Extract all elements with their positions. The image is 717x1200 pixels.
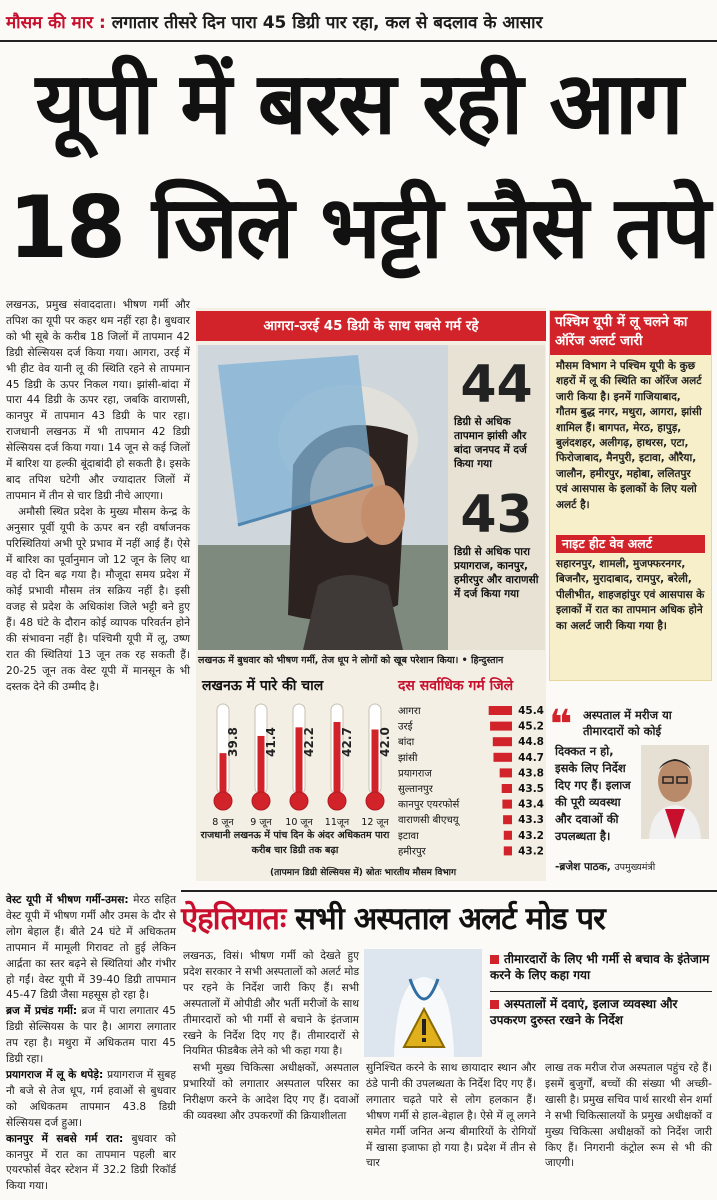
left-section-2-body: ब्रज में पारा लगातार 45 डिग्री सेल्सियस के पार है। आगरा लगातार तप रहा है। मथुरा में अधिकतम पारा 45 डिग्री रहा। <box>6 1005 177 1066</box>
thermometer-value-label: 42.0 <box>378 727 392 757</box>
night-heatwave-body: सहारनपुर, शामली, मुजफ्फरनगर, बिजनौर, मुरादाबाद, रामपुर, बरेली, पीलीभीत, शाहजहांपुर एवं आसपास के इलाकों में रात का तापमान अधिक होने का अलर्ट जारी किया गया है। <box>556 558 705 632</box>
photo-caption: लखनऊ में बुधवार को भीषण गर्मी, तेज धूप ने लोगों को खूब परेशान किया। • हिन्दुस्तान <box>198 655 504 666</box>
doctor-warning-icon <box>364 949 482 1057</box>
stat-2-value: 43 <box>460 485 533 545</box>
section-2-bullet-2 <box>490 996 712 1032</box>
district-bar <box>502 784 512 793</box>
left-section-1-head: वेस्ट यूपी में भीषण गर्मी-उमस: <box>6 894 129 906</box>
thermometer-value-label: 41.4 <box>264 727 278 757</box>
district-bar <box>504 846 512 855</box>
kicker-label: मौसम की मार : <box>6 13 106 33</box>
district-value-label: 43.3 <box>518 814 544 827</box>
stat-1-value: 44 <box>460 355 533 415</box>
minister-portrait <box>641 745 709 839</box>
stats-panel <box>448 345 545 650</box>
minister-portrait-icon <box>641 745 709 839</box>
section-2-headline-red: ऐहतियातः <box>181 901 286 937</box>
headline-line-1: यूपी में बरस रही आग <box>35 54 682 154</box>
left-section-3-head: प्रयागराज में लू के थपेड़े: <box>6 1068 104 1081</box>
section-2-col-2: सुनिश्चित करने के साथ छायादार स्थान और ठंडे पानी की उपलब्धता के निर्देश दिए गए हैं। लगातार चढ़ते पारे से लोग हलकान हैं। भीषण गर्मी से हाल-बेहाल है। ऐसे में लू लगने समेत गर्मी जनित अन्य बीमारियों के रोगियों में खासा इजाफा हो गया है। प्रदेश में तीन से चार <box>366 1062 536 1170</box>
district-bar <box>503 815 512 824</box>
section-rule <box>181 890 717 892</box>
left-para-1 <box>6 298 190 505</box>
district-name-label: उरई <box>398 721 413 733</box>
district-value-label: 45.2 <box>518 720 544 733</box>
left-section-1 <box>6 893 176 1004</box>
section-2-col-1: लखनऊ, विसं। भीषण गर्मी को देखते हुए प्रदेश सरकार ने सभी अस्पतालों को अलर्ट मोड पर रहने के निर्देश जारी किए हैं। सभी अस्पतालों में ओपीडी और भर्ती मरीजों के साथ तीमारदारों को भी गर्मी से बचाने के इंतजाम रखने के निर्देश दिए गए हैं। तीमारदारों से नियमित फीडबैक लेने को भी कहा गया है। <box>183 950 359 1058</box>
thermometer-category-label: 8 जून <box>212 817 234 828</box>
district-name-label: बांदा <box>398 737 415 749</box>
minister-quote <box>549 702 712 881</box>
district-name-label: प्रयागराज <box>398 768 432 780</box>
district-value-label: 43.4 <box>518 798 544 811</box>
district-name-label: आगरा <box>398 706 421 717</box>
district-name-label: झांसी <box>398 752 418 764</box>
chart-lucknow-thermometers <box>196 698 392 828</box>
district-value-label: 45.4 <box>518 705 544 717</box>
section-2-bullet-1-text: तीमारदारों के लिए भी गर्मी से बचाव के इंतेजाम करने के लिए कहा गया <box>490 952 710 982</box>
left-section-4-body: बुधवार को कानपुर में रात का तापमान पहली बार एयरफोर्स वेदर स्टेशन में 32.2 डिग्री रिकॉर्ड किया गया। <box>6 1132 176 1193</box>
quote-mark-icon: ❝ <box>549 702 573 748</box>
district-bar <box>493 737 512 746</box>
left-section-3 <box>6 1068 176 1132</box>
right-panel-title: पश्चिम यूपी में लू चलने का ऑरेंज अलर्ट जारी <box>550 311 711 355</box>
thermometer-category-label: 10 जून <box>285 817 313 828</box>
district-name-label: इटावा <box>398 830 419 842</box>
left-section-4 <box>6 1132 176 1196</box>
district-name-label: सुल्तानपुर <box>398 784 433 795</box>
right-alert-panel <box>549 310 712 681</box>
quote-attribution <box>555 857 712 877</box>
left-section-1-body: मेरठ सहित वेस्ट यूपी में भीषण गर्मी और उमस के दौर से लोग बेहाल हैं। बीते 24 घंटे में अधिकतम तापमान में मामूली गिरावट तो हुई लेकिन आर्द्रता का स्तर बढ़ने से स्थितियां और गंभीर हो गईं। वेस्ट यूपी में 39-40 डिग्री तापमान 45-47 डिग्री जैसा महसूस हो रहा है। <box>6 894 176 1002</box>
section-2-bullet-1 <box>490 951 712 987</box>
left-para-1-text: लखनऊ, प्रमुख संवाददाता। भीषण गर्मी और तपिश का यूपी पर कहर थम नहीं रहा है। बुधवार को भी सूबे के करीब 18 जिलों में तापमान 42 डिग्री सेल्सियस दर्ज किया गया। आगरा, उरई में भी हीट वेव यानी लू की स्थिति रहने से तापमान 45 डिग्री के ऊपर निकल गया। झांसी-बांदा में पारा 44 डिग्री के ऊपर रहा, जबकि वाराणसी, कानपुर में तापमान 43 डिग्री के पार रहा। राजधानी लखनऊ में भी तापमान 42 डिग्री सेल्सियस दर्ज किया गया। 14 जून से कई जिलों में बारिश या हल्की बूंदाबांदी हो सकती है। इसके बाद तपिश घटेगी और ज्यादातर जिलों में तापमान में तीन से चार डिग्री नीचे आएगा। <box>6 299 190 502</box>
left-para-2: अमौसी स्थित प्रदेश के मुख्य मौसम केन्द्र के अनुसार पूर्वी यूपी के ऊपर बन रही वर्षाजनक परिस्थितियां अभी पूरे प्रभाव में नहीं आई हैं। ऐसे में बारिश का पूर्वानुमान जो 12 जून के लिए था वह दो दिन बढ़ गया है। मौजूदा समय प्रदेश में कोई प्रभावी मौसम तंत्र सक्रिय नहीं है। इसी वजह से प्रदेश के अधिकांश जिले भट्टी बने हुए हैं। 48 घंटे के दौरान कोई व्यापक परिवर्तन होने की संभावना नहीं है। पश्चिमी यूपी में लू, उष्ण रात की स्थितियां 13 जून तक रह सकती हैं। 20-25 जून तक वेस्ट यूपी में मानसून के भी दस्तक देने की उम्मीद है। <box>6 505 190 693</box>
top-rule <box>0 40 717 42</box>
hospital-illustration <box>364 949 482 1057</box>
stat-1-caption: डिग्री से अधिक तापमान झांसी और बांदा जनपद में दर्ज किया गया <box>454 416 527 470</box>
left-section-2-head: ब्रज में प्रचंड गर्मी: <box>6 1005 78 1018</box>
left-section-4-head: कानपुर में सबसे गर्म रात: <box>6 1132 124 1145</box>
left-column <box>6 298 190 891</box>
right-panel-body: मौसम विभाग ने पश्चिम यूपी के कुछ शहरों में लू की स्थिति का ऑरेंज अलर्ट जारी किया है। इनमें गाजियाबाद, गौतम बुद्ध नगर, मथुरा, आगरा, झांसी शामिल हैं। बागपत, मेरठ, हापुड़, बुलंदशहर, अलीगढ़, हाथरस, एटा, फिरोजाबाद, मैनपुरी, इटावा, औरैया, जालौन, हमीरपुर, महोबा, ललितपुर एवं आसपास के इलाकों के लिए यलो अलर्ट है। <box>556 360 702 511</box>
thermometer-bulb <box>252 792 270 810</box>
kicker-text: लगातार तीसरे दिन पारा 45 डिग्री पार रहा, कल से बदलाव के आसार <box>111 13 543 33</box>
district-bar <box>502 800 512 809</box>
district-value-label: 43.5 <box>518 783 544 795</box>
quote-author: -ब्रजेश पाठक, <box>555 861 611 873</box>
section-2-headline <box>181 895 717 943</box>
district-bar <box>504 831 512 840</box>
news-photo <box>198 345 448 650</box>
bullet-divider <box>490 991 712 992</box>
thermometer-mercury <box>220 753 227 798</box>
district-value-label: 43.2 <box>518 829 544 842</box>
thermometer-value-label: 42.2 <box>302 727 316 757</box>
bullet-square-icon <box>490 1000 499 1009</box>
thermometer-value-label: 39.8 <box>226 727 240 757</box>
chart-source-note: (तापमान डिग्री सेल्सियस में) स्रोतः भारतीय मौसम विभाग <box>270 868 457 878</box>
thermometer-category-label: 9 जून <box>250 817 272 828</box>
section-2-headline-black: सभी अस्पताल अलर्ट मोड पर <box>295 901 605 937</box>
quote-text-1: अस्पताल में मरीज या तीमारदारों को कोई <box>583 708 672 738</box>
district-value-label: 44.7 <box>518 751 544 764</box>
thermometer-value-label: 42.7 <box>340 727 354 757</box>
quote-role: उपमुख्यमंत्री <box>614 862 656 873</box>
bullet-square-icon <box>490 955 499 964</box>
woman-shielding-sun-illustration <box>198 345 448 650</box>
section-2-col-1b: सभी मुख्य चिकित्सा अधीक्षकों, अस्पताल प्रभारियों को लगातार अस्पताल परिसर का निरीक्षण करने के आदेश दिए गए हैं। दवाओं की व्यवस्था और उपकरणों की क्रियाशीलता <box>183 1062 359 1122</box>
thermometer-bulb <box>290 792 308 810</box>
section-2-bullet-2-text: अस्पतालों में दवाएं, इलाज व्यवस्था और उपकरण दुरुस्त रखने के निर्देश <box>490 997 678 1027</box>
section-2-col-3: लाख तक मरीज रोज अस्पताल पहुंच रहे हैं। इसमें बुजुर्गों, बच्चों की संख्या भी अच्छी-खासी है। प्रमुख सचिव पार्थ सारथी सेन शर्मा ने सभी चिकित्सालयों के प्रमुख अधीक्षकों व मुख्य चिकित्सा अधीक्षकों को निर्देश जारी किए हैं। निगरानी कंट्रोल रूम से भी की जाएगी। <box>545 1062 712 1170</box>
stat-2-caption: डिग्री से अधिक पारा प्रयागराज, कानपुर, हमीरपुर और वाराणसी में दर्ज किया गया <box>454 546 539 600</box>
thermometer-category-label: 11जून <box>324 817 350 828</box>
district-name-label: वाराणसी बीएचयू <box>398 815 459 827</box>
thermometer-category-label: 12 जून <box>361 817 389 828</box>
kicker-line <box>6 8 711 38</box>
thermometer-bulb <box>214 792 232 810</box>
district-bar <box>489 706 512 715</box>
district-name-label: हमीरपुर <box>398 846 426 858</box>
district-bar <box>500 768 512 777</box>
left-section-3-body: प्रयागराज में सुबह नौ बजे से तेज धूप, गर्म हवाओं से बुधवार को अधिकतम तापमान 43.8 डिग्री सेल्सियस दर्ज हुआ। <box>6 1068 176 1129</box>
district-bar <box>490 722 512 731</box>
chart-lucknow-title: लखनऊ में पारे की चाल <box>202 678 324 694</box>
district-value-label: 44.8 <box>518 736 544 749</box>
district-bar <box>493 753 512 762</box>
thermometer-bulb <box>328 792 346 810</box>
district-name-label: कानपुर एयरफोर्स <box>398 799 460 811</box>
headline-line-2: 18 जिले भट्टी जैसे तपे <box>8 178 709 278</box>
left-column-lower <box>6 893 177 1193</box>
chart-districts-title: दस सर्वाधिक गर्म जिले <box>398 678 514 694</box>
district-value-label: 43.2 <box>518 845 544 858</box>
chart-districts-bars <box>396 699 546 861</box>
quote-text-2: दिक्कत न हो, इसके लिए निर्देश दिए गए हैं। इलाज की पूरी व्यवस्था और दवाओं की उपलब्धता है। <box>555 744 631 843</box>
left-section-2 <box>6 1004 176 1068</box>
chart-lucknow-note: राजधानी लखनऊ में पांच दिन के अंदर अधिकतम पारा करीब चार डिग्री तक बढ़ा <box>200 830 390 856</box>
district-value-label: 43.8 <box>518 767 544 780</box>
center-banner: आगरा-उरई 45 डिग्री के साथ सबसे गर्म रहे <box>196 311 546 341</box>
thermometer-bulb <box>366 792 384 810</box>
night-heatwave-title: नाइट हीट वेव अलर्ट <box>556 535 705 553</box>
